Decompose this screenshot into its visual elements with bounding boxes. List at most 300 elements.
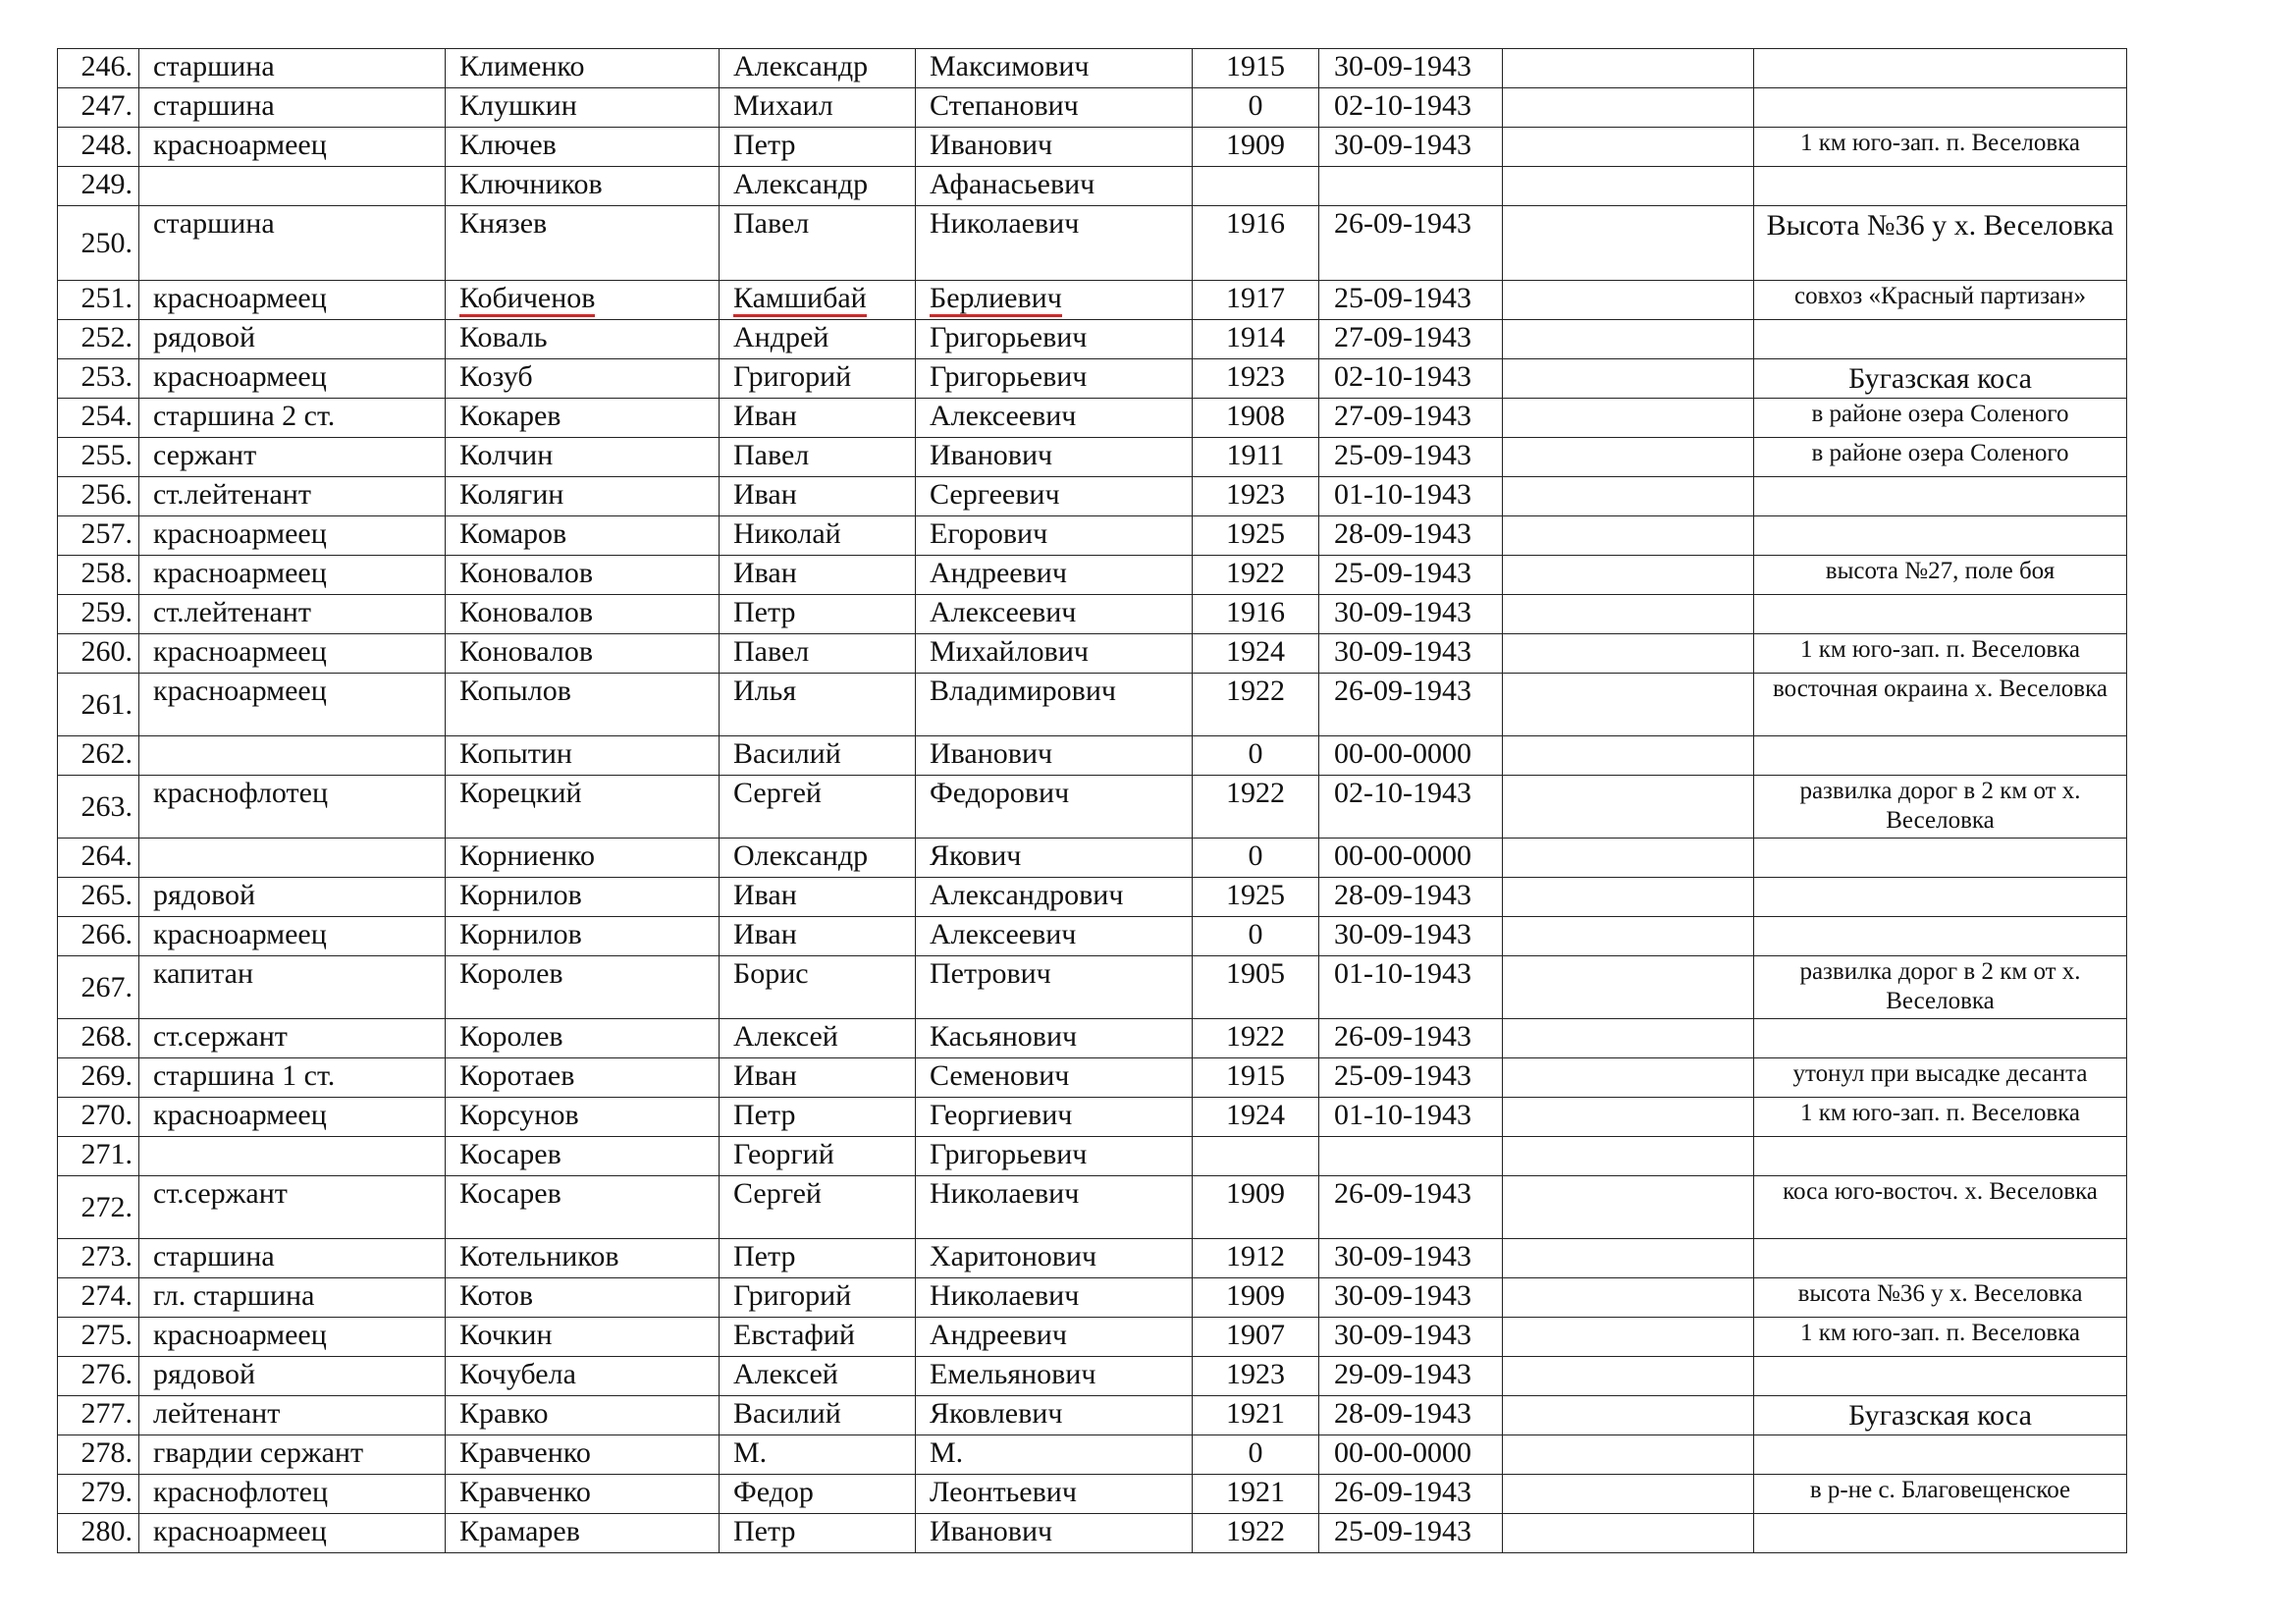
row-number xyxy=(58,359,139,399)
patronymic-cell xyxy=(916,1396,1193,1435)
table-row xyxy=(58,1357,2127,1396)
row-number xyxy=(58,674,139,736)
row-number xyxy=(58,1058,139,1098)
row-number xyxy=(58,1176,139,1239)
death-date-cell xyxy=(1319,516,1503,556)
burial-place-cell xyxy=(1754,1137,2127,1176)
rank-text: рядовой xyxy=(153,321,256,353)
death-date-cell xyxy=(1319,477,1503,516)
row-number-text: 261. xyxy=(80,687,133,721)
patronymic-text: Григорьевич xyxy=(930,1138,1088,1170)
burial-place-text: коса юго-восточ. х. Веселовка xyxy=(1783,1178,2098,1205)
row-number-text: 269. xyxy=(80,1059,133,1092)
burial-place-text: утонул при высадке десанта xyxy=(1792,1060,2088,1087)
first-name-cell xyxy=(720,1176,916,1239)
first-name-text: Иван xyxy=(733,478,797,511)
patronymic-cell xyxy=(916,1176,1193,1239)
patronymic-text: Андреевич xyxy=(930,1319,1067,1351)
row-number-text: 256. xyxy=(80,478,133,511)
patronymic-text: Максимович xyxy=(930,50,1090,82)
death-date-cell xyxy=(1319,167,1503,206)
table-row xyxy=(58,956,2127,1019)
birth-year-cell xyxy=(1193,206,1319,281)
death-date-text: 28-09-1943 xyxy=(1334,517,1471,550)
last-name-cell xyxy=(446,1318,720,1357)
birth-year-cell xyxy=(1193,674,1319,736)
first-name-cell xyxy=(720,556,916,595)
death-date-cell xyxy=(1319,1396,1503,1435)
rank-cell xyxy=(139,1239,446,1278)
patronymic-text: Григорьевич xyxy=(930,321,1088,353)
first-name-cell xyxy=(720,399,916,438)
birth-year-text: 1923 xyxy=(1226,1358,1285,1390)
birth-year-cell xyxy=(1193,839,1319,878)
first-name-text: Сергей xyxy=(733,1177,822,1210)
rank-cell xyxy=(139,281,446,320)
rank-cell xyxy=(139,878,446,917)
row-number xyxy=(58,1019,139,1058)
patronymic-text: М. xyxy=(930,1436,964,1469)
birth-year-cell xyxy=(1193,736,1319,776)
birth-year-cell xyxy=(1193,320,1319,359)
rank-cell xyxy=(139,1514,446,1553)
last-name-cell xyxy=(446,1019,720,1058)
row-number-text: 270. xyxy=(80,1099,133,1131)
first-name-text: Иван xyxy=(733,879,797,911)
row-number-text: 275. xyxy=(80,1319,133,1351)
table-row xyxy=(58,359,2127,399)
row-number xyxy=(58,878,139,917)
table-row xyxy=(58,516,2127,556)
empty-cell xyxy=(1503,49,1754,88)
burial-place-cell xyxy=(1754,1514,2127,1553)
rank-text: красноармеец xyxy=(153,282,327,314)
last-name-text: Клименко xyxy=(459,50,585,82)
patronymic-cell xyxy=(916,917,1193,956)
rank-text: старшина xyxy=(153,89,275,122)
death-date-cell xyxy=(1319,956,1503,1019)
patronymic-cell xyxy=(916,206,1193,281)
rank-cell xyxy=(139,839,446,878)
rank-cell xyxy=(139,516,446,556)
empty-cell xyxy=(1503,1475,1754,1514)
death-date-cell xyxy=(1319,839,1503,878)
birth-year-text: 0 xyxy=(1248,89,1263,122)
death-date-text: 02-10-1943 xyxy=(1334,89,1471,122)
last-name-text: Коновалов xyxy=(459,596,594,628)
table-row xyxy=(58,736,2127,776)
first-name-text: Иван xyxy=(733,557,797,589)
death-date-text: 30-09-1943 xyxy=(1334,50,1471,82)
patronymic-cell xyxy=(916,1435,1193,1475)
birth-year-cell xyxy=(1193,49,1319,88)
last-name-cell xyxy=(446,1239,720,1278)
row-number-text: 249. xyxy=(80,168,133,200)
last-name-text: Копылов xyxy=(459,675,571,707)
rank-text: красноармеец xyxy=(153,360,327,393)
rank-cell xyxy=(139,1137,446,1176)
death-date-cell xyxy=(1319,1176,1503,1239)
first-name-text: М. xyxy=(733,1436,768,1469)
birth-year-cell xyxy=(1193,1098,1319,1137)
birth-year-cell xyxy=(1193,556,1319,595)
first-name-cell xyxy=(720,88,916,128)
last-name-cell xyxy=(446,167,720,206)
last-name-cell xyxy=(446,206,720,281)
patronymic-text: Николаевич xyxy=(930,1177,1080,1210)
table-row xyxy=(58,477,2127,516)
table-row xyxy=(58,1396,2127,1435)
first-name-text: Петр xyxy=(733,129,796,161)
first-name-text: Василий xyxy=(733,737,841,770)
row-number-text: 264. xyxy=(80,839,133,872)
empty-cell xyxy=(1503,839,1754,878)
patronymic-cell xyxy=(916,1098,1193,1137)
patronymic-cell xyxy=(916,49,1193,88)
last-name-text: Котельников xyxy=(459,1240,619,1272)
birth-year-cell xyxy=(1193,1239,1319,1278)
first-name-cell xyxy=(720,839,916,878)
empty-cell xyxy=(1503,1058,1754,1098)
row-number-text: 260. xyxy=(80,635,133,668)
rank-cell xyxy=(139,399,446,438)
empty-cell xyxy=(1503,399,1754,438)
row-number xyxy=(58,399,139,438)
birth-year-cell xyxy=(1193,88,1319,128)
birth-year-text: 1921 xyxy=(1226,1476,1285,1508)
patronymic-cell xyxy=(916,1058,1193,1098)
patronymic-text: Григорьевич xyxy=(930,360,1088,393)
empty-cell xyxy=(1503,736,1754,776)
death-date-cell xyxy=(1319,1435,1503,1475)
first-name-cell xyxy=(720,1514,916,1553)
patronymic-text: Афанасьевич xyxy=(930,168,1095,200)
first-name-cell xyxy=(720,1475,916,1514)
birth-year-cell xyxy=(1193,1176,1319,1239)
patronymic-cell xyxy=(916,128,1193,167)
patronymic-text: Сергеевич xyxy=(930,478,1060,511)
last-name-cell xyxy=(446,917,720,956)
first-name-cell xyxy=(720,1396,916,1435)
birth-year-text: 1912 xyxy=(1226,1240,1285,1272)
last-name-text: Коротаев xyxy=(459,1059,575,1092)
death-date-cell xyxy=(1319,1318,1503,1357)
birth-year-text: 0 xyxy=(1248,1436,1263,1469)
empty-cell xyxy=(1503,917,1754,956)
rank-cell xyxy=(139,320,446,359)
burial-place-cell xyxy=(1754,634,2127,674)
first-name-text: Александр xyxy=(733,168,869,200)
rank-text: ст.лейтенант xyxy=(153,596,311,628)
row-number-text: 277. xyxy=(80,1397,133,1430)
burial-place-cell xyxy=(1754,917,2127,956)
birth-year-cell xyxy=(1193,516,1319,556)
last-name-cell xyxy=(446,878,720,917)
last-name-text: Князев xyxy=(459,207,548,240)
first-name-cell xyxy=(720,674,916,736)
first-name-text: Петр xyxy=(733,1515,796,1547)
first-name-text: Сергей xyxy=(733,777,822,809)
death-date-cell xyxy=(1319,206,1503,281)
last-name-cell xyxy=(446,477,720,516)
empty-cell xyxy=(1503,167,1754,206)
death-date-text: 01-10-1943 xyxy=(1334,957,1471,990)
patronymic-cell xyxy=(916,736,1193,776)
empty-cell xyxy=(1503,1239,1754,1278)
death-date-cell xyxy=(1319,359,1503,399)
death-date-text: 00-00-0000 xyxy=(1334,737,1471,770)
burial-place-cell xyxy=(1754,878,2127,917)
last-name-text: Крамарев xyxy=(459,1515,580,1547)
burial-place-cell xyxy=(1754,1098,2127,1137)
rank-text: красноармеец xyxy=(153,675,327,707)
birth-year-text: 1924 xyxy=(1226,635,1285,668)
row-number-text: 267. xyxy=(80,970,133,1003)
rank-text: краснофлотец xyxy=(153,777,329,809)
patronymic-cell xyxy=(916,1514,1193,1553)
table-row xyxy=(58,320,2127,359)
death-date-text: 01-10-1943 xyxy=(1334,478,1471,511)
last-name-text: Косарев xyxy=(459,1138,561,1170)
row-number-text: 248. xyxy=(80,129,133,161)
burial-place-cell xyxy=(1754,674,2127,736)
burial-place-cell xyxy=(1754,516,2127,556)
first-name-text: Евстафий xyxy=(733,1319,855,1351)
burial-place-text: Бугазская коса xyxy=(1848,362,2032,395)
patronymic-cell xyxy=(916,1137,1193,1176)
birth-year-cell xyxy=(1193,634,1319,674)
patronymic-cell xyxy=(916,1357,1193,1396)
first-name-cell xyxy=(720,516,916,556)
last-name-text: Королев xyxy=(459,957,563,990)
row-number-text: 278. xyxy=(80,1436,133,1469)
birth-year-text: 1909 xyxy=(1226,1279,1285,1312)
birth-year-cell xyxy=(1193,281,1319,320)
last-name-text: Косарев xyxy=(459,1177,561,1210)
first-name-cell xyxy=(720,477,916,516)
rank-text: капитан xyxy=(153,957,253,990)
first-name-cell xyxy=(720,956,916,1019)
burial-place-cell xyxy=(1754,956,2127,1019)
empty-cell xyxy=(1503,1514,1754,1553)
patronymic-cell xyxy=(916,674,1193,736)
burial-place-cell xyxy=(1754,1239,2127,1278)
rank-cell xyxy=(139,1357,446,1396)
last-name-cell xyxy=(446,839,720,878)
row-number xyxy=(58,281,139,320)
burial-place-cell xyxy=(1754,1318,2127,1357)
last-name-text: Корниенко xyxy=(459,839,596,872)
last-name-text: Коновалов xyxy=(459,557,594,589)
row-number xyxy=(58,595,139,634)
first-name-text: Олександр xyxy=(733,839,869,872)
table-row xyxy=(58,438,2127,477)
birth-year-text: 1914 xyxy=(1226,321,1285,353)
row-number-text: 253. xyxy=(80,360,133,393)
patronymic-text: Степанович xyxy=(930,89,1079,122)
first-name-text: Иван xyxy=(733,1059,797,1092)
death-date-text: 30-09-1943 xyxy=(1334,596,1471,628)
death-date-text: 30-09-1943 xyxy=(1334,635,1471,668)
patronymic-cell xyxy=(916,359,1193,399)
row-number xyxy=(58,634,139,674)
empty-cell xyxy=(1503,128,1754,167)
first-name-text: Георгий xyxy=(733,1138,834,1170)
death-date-cell xyxy=(1319,595,1503,634)
birth-year-cell xyxy=(1193,878,1319,917)
table-row xyxy=(58,1318,2127,1357)
patronymic-text: Петрович xyxy=(930,957,1051,990)
death-date-cell xyxy=(1319,1137,1503,1176)
table-row xyxy=(58,128,2127,167)
row-number xyxy=(58,206,139,281)
first-name-text: Петр xyxy=(733,1240,796,1272)
death-date-text: 28-09-1943 xyxy=(1334,879,1471,911)
rank-cell xyxy=(139,674,446,736)
row-number-text: 262. xyxy=(80,737,133,770)
rank-text: красноармеец xyxy=(153,517,327,550)
death-date-text: 25-09-1943 xyxy=(1334,1515,1471,1547)
birth-year-cell xyxy=(1193,438,1319,477)
row-number xyxy=(58,1098,139,1137)
last-name-text: Королев xyxy=(459,1020,563,1053)
first-name-text: Григорий xyxy=(733,360,852,393)
last-name-cell xyxy=(446,556,720,595)
patronymic-cell xyxy=(916,878,1193,917)
row-number xyxy=(58,736,139,776)
first-name-text: Алексей xyxy=(733,1358,838,1390)
table-row xyxy=(58,839,2127,878)
birth-year-text: 0 xyxy=(1248,839,1263,872)
burial-place-cell xyxy=(1754,281,2127,320)
rank-cell xyxy=(139,736,446,776)
row-number-text: 252. xyxy=(80,321,133,353)
burial-place-cell xyxy=(1754,49,2127,88)
first-name-cell xyxy=(720,917,916,956)
birth-year-cell xyxy=(1193,128,1319,167)
rank-cell xyxy=(139,595,446,634)
patronymic-cell xyxy=(916,320,1193,359)
death-date-text: 02-10-1943 xyxy=(1334,360,1471,393)
birth-year-text: 1915 xyxy=(1226,50,1285,82)
empty-cell xyxy=(1503,556,1754,595)
patronymic-cell xyxy=(916,595,1193,634)
last-name-text: Корецкий xyxy=(459,777,582,809)
death-date-cell xyxy=(1319,1475,1503,1514)
rank-cell xyxy=(139,359,446,399)
last-name-text: Корсунов xyxy=(459,1099,579,1131)
burial-place-text: 1 км юго-зап. п. Веселовка xyxy=(1799,1320,2081,1346)
table-row xyxy=(58,399,2127,438)
birth-year-cell xyxy=(1193,477,1319,516)
patronymic-text: Берлиевич xyxy=(930,283,1062,317)
birth-year-text: 1925 xyxy=(1226,879,1285,911)
birth-year-text: 0 xyxy=(1248,918,1263,950)
last-name-cell xyxy=(446,1137,720,1176)
table-row xyxy=(58,1475,2127,1514)
row-number-text: 247. xyxy=(80,89,133,122)
burial-place-cell xyxy=(1754,1019,2127,1058)
patronymic-cell xyxy=(916,556,1193,595)
patronymic-text: Алексеевич xyxy=(930,400,1077,432)
row-number xyxy=(58,516,139,556)
patronymic-text: Иванович xyxy=(930,439,1053,471)
burial-place-text: Бугазская коса xyxy=(1848,1399,2032,1432)
burial-place-cell xyxy=(1754,128,2127,167)
death-date-cell xyxy=(1319,320,1503,359)
death-date-text: 29-09-1943 xyxy=(1334,1358,1471,1390)
first-name-cell xyxy=(720,49,916,88)
patronymic-text: Алексеевич xyxy=(930,918,1077,950)
last-name-cell xyxy=(446,1058,720,1098)
patronymic-cell xyxy=(916,1318,1193,1357)
first-name-text: Иван xyxy=(733,400,797,432)
rank-cell xyxy=(139,917,446,956)
first-name-cell xyxy=(720,128,916,167)
first-name-text: Николай xyxy=(733,517,841,550)
row-number xyxy=(58,556,139,595)
rank-cell xyxy=(139,634,446,674)
patronymic-text: Алексеевич xyxy=(930,596,1077,628)
rank-cell xyxy=(139,1098,446,1137)
empty-cell xyxy=(1503,88,1754,128)
burial-place-text: совхоз «Красный партизан» xyxy=(1793,283,2087,309)
rank-text: красноармеец xyxy=(153,1515,327,1547)
table-row xyxy=(58,281,2127,320)
birth-year-text: 1922 xyxy=(1226,1020,1285,1053)
row-number-text: 254. xyxy=(80,400,133,432)
rank-cell xyxy=(139,1019,446,1058)
last-name-cell xyxy=(446,1278,720,1318)
burial-place-text: 1 км юго-зап. п. Веселовка xyxy=(1799,636,2081,663)
first-name-cell xyxy=(720,1278,916,1318)
patronymic-text: Леонтьевич xyxy=(930,1476,1077,1508)
burial-place-cell xyxy=(1754,438,2127,477)
burial-place-text: развилка дорог в 2 км от х. Веселовка xyxy=(1799,778,2081,834)
burial-place-cell xyxy=(1754,1058,2127,1098)
birth-year-text: 1909 xyxy=(1226,129,1285,161)
row-number xyxy=(58,1396,139,1435)
last-name-text: Кочубела xyxy=(459,1358,576,1390)
birth-year-text: 1905 xyxy=(1226,957,1285,990)
death-date-cell xyxy=(1319,49,1503,88)
row-number xyxy=(58,438,139,477)
empty-cell xyxy=(1503,634,1754,674)
row-number xyxy=(58,167,139,206)
first-name-cell xyxy=(720,1239,916,1278)
last-name-cell xyxy=(446,595,720,634)
first-name-text: Камшибай xyxy=(733,283,867,317)
death-date-cell xyxy=(1319,399,1503,438)
death-date-cell xyxy=(1319,556,1503,595)
death-date-text: 25-09-1943 xyxy=(1334,557,1471,589)
last-name-text: Коваль xyxy=(459,321,548,353)
rank-text: красноармеец xyxy=(153,1099,327,1131)
row-number-text: 272. xyxy=(80,1190,133,1223)
first-name-cell xyxy=(720,1318,916,1357)
patronymic-cell xyxy=(916,88,1193,128)
birth-year-cell xyxy=(1193,1019,1319,1058)
last-name-cell xyxy=(446,516,720,556)
patronymic-cell xyxy=(916,399,1193,438)
empty-cell xyxy=(1503,1357,1754,1396)
first-name-cell xyxy=(720,776,916,839)
rank-cell xyxy=(139,1435,446,1475)
burial-place-text: 1 км юго-зап. п. Веселовка xyxy=(1799,1100,2081,1126)
empty-cell xyxy=(1503,438,1754,477)
empty-cell xyxy=(1503,1318,1754,1357)
first-name-cell xyxy=(720,1357,916,1396)
